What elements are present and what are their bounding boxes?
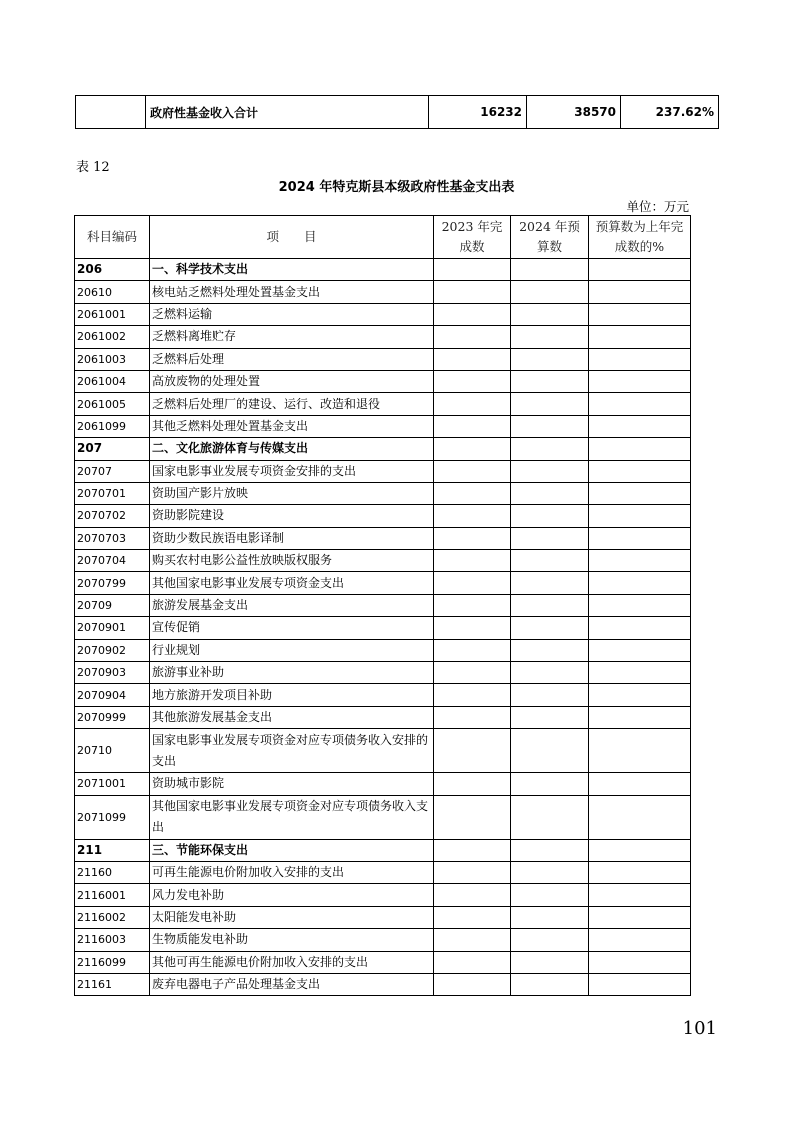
row-2024-value	[511, 839, 589, 861]
row-item-name: 其他旅游发展基金支出	[150, 706, 434, 728]
row-percent-value	[589, 550, 691, 572]
row-item-name: 太阳能发电补助	[150, 906, 434, 928]
row-percent-value	[589, 393, 691, 415]
row-2024-value	[511, 460, 589, 482]
row-item-name: 国家电影事业发展专项资金安排的支出	[150, 460, 434, 482]
row-2024-value	[511, 370, 589, 392]
row-item-name: 其他可再生能源电价附加收入安排的支出	[150, 951, 434, 973]
row-item-name: 资助少数民族语电影译制	[150, 527, 434, 549]
row-2023-value	[434, 482, 511, 504]
row-percent-value	[589, 839, 691, 861]
table-row	[75, 973, 691, 995]
category-row	[75, 259, 691, 281]
table-row	[75, 884, 691, 906]
row-percent-value	[589, 415, 691, 437]
row-code: 2070904	[75, 684, 150, 706]
row-code: 2061005	[75, 393, 150, 415]
total-2024-value: 38570	[527, 96, 621, 129]
row-2024-value	[511, 572, 589, 594]
row-2024-value	[511, 438, 589, 460]
row-item-name: 高放废物的处理处置	[150, 370, 434, 392]
row-percent-value	[589, 773, 691, 795]
row-percent-value	[589, 906, 691, 928]
row-2024-value	[511, 973, 589, 995]
expenditure-table	[74, 215, 691, 996]
table-row	[75, 370, 691, 392]
table-row	[75, 662, 691, 684]
row-2024-value	[511, 951, 589, 973]
row-2024-value	[511, 684, 589, 706]
row-code: 2061003	[75, 348, 150, 370]
table-row	[75, 617, 691, 639]
table-row	[75, 594, 691, 616]
row-2023-value	[434, 729, 511, 773]
page-title: 2024 年特克斯县本级政府性基金支出表	[278, 180, 515, 195]
row-2024-value	[511, 393, 589, 415]
row-2023-value	[434, 326, 511, 348]
row-2024-value	[511, 795, 589, 839]
row-item-name: 行业规划	[150, 639, 434, 661]
row-percent-value	[589, 729, 691, 773]
row-2024-value	[511, 906, 589, 928]
row-percent-value	[589, 326, 691, 348]
row-percent-value	[589, 370, 691, 392]
total-percent-value: 237.62%	[621, 96, 719, 129]
row-2023-value	[434, 527, 511, 549]
row-code: 20707	[75, 460, 150, 482]
row-item-name: 可再生能源电价附加收入安排的支出	[150, 861, 434, 883]
row-item-name: 乏燃料离堆贮存	[150, 326, 434, 348]
row-2023-value	[434, 594, 511, 616]
row-item-name: 宣传促销	[150, 617, 434, 639]
table-row	[75, 951, 691, 973]
row-code: 2116099	[75, 951, 150, 973]
header-2023: 2023 年完成数	[434, 216, 511, 259]
row-code: 21160	[75, 861, 150, 883]
row-2023-value	[434, 929, 511, 951]
table-row	[75, 729, 691, 773]
row-code: 2116003	[75, 929, 150, 951]
row-code: 2070999	[75, 706, 150, 728]
row-2024-value	[511, 861, 589, 883]
row-code: 2070901	[75, 617, 150, 639]
row-2023-value	[434, 884, 511, 906]
total-income-label: 政府性基金收入合计	[146, 96, 429, 129]
row-2023-value	[434, 639, 511, 661]
row-percent-value	[589, 460, 691, 482]
row-2023-value	[434, 281, 511, 303]
table-row	[75, 415, 691, 437]
row-item-name: 地方旅游开发项目补助	[150, 684, 434, 706]
unit-label: 单位：万元	[626, 199, 689, 214]
table-row	[75, 572, 691, 594]
row-percent-value	[589, 594, 691, 616]
row-code: 2061004	[75, 370, 150, 392]
table-row	[75, 906, 691, 928]
header-row	[75, 216, 691, 259]
row-percent-value	[589, 861, 691, 883]
row-percent-value	[589, 973, 691, 995]
row-percent-value	[589, 617, 691, 639]
row-percent-value	[589, 795, 691, 839]
row-code: 21161	[75, 973, 150, 995]
row-code: 211	[75, 839, 150, 861]
row-code: 2061099	[75, 415, 150, 437]
row-percent-value	[589, 259, 691, 281]
row-2024-value	[511, 527, 589, 549]
row-code: 2071001	[75, 773, 150, 795]
row-code: 2070799	[75, 572, 150, 594]
header-percent: 预算数为上年完成数的%	[589, 216, 691, 259]
total-2023-value: 16232	[429, 96, 527, 129]
row-percent-value	[589, 884, 691, 906]
table-row	[75, 505, 691, 527]
row-item-name: 旅游事业补助	[150, 662, 434, 684]
table-row	[75, 929, 691, 951]
row-percent-value	[589, 951, 691, 973]
row-2024-value	[511, 415, 589, 437]
table-row	[75, 773, 691, 795]
total-income-table	[75, 95, 719, 129]
row-code: 2070902	[75, 639, 150, 661]
row-2023-value	[434, 973, 511, 995]
row-2023-value	[434, 505, 511, 527]
row-2023-value	[434, 951, 511, 973]
row-2024-value	[511, 706, 589, 728]
row-code: 2061001	[75, 303, 150, 325]
row-percent-value	[589, 684, 691, 706]
row-code: 2116001	[75, 884, 150, 906]
row-percent-value	[589, 303, 691, 325]
row-2024-value	[511, 550, 589, 572]
row-code: 20610	[75, 281, 150, 303]
row-2024-value	[511, 281, 589, 303]
row-2023-value	[434, 415, 511, 437]
category-row	[75, 839, 691, 861]
row-2023-value	[434, 617, 511, 639]
row-2023-value	[434, 773, 511, 795]
row-percent-value	[589, 639, 691, 661]
row-2023-value	[434, 572, 511, 594]
row-2024-value	[511, 617, 589, 639]
row-2024-value	[511, 884, 589, 906]
page-number: 101	[682, 1018, 717, 1039]
header-item: 项 目	[150, 216, 434, 259]
table-row	[75, 326, 691, 348]
row-percent-value	[589, 527, 691, 549]
row-code: 20709	[75, 594, 150, 616]
row-2023-value	[434, 662, 511, 684]
row-code: 2070903	[75, 662, 150, 684]
row-2024-value	[511, 482, 589, 504]
row-2023-value	[434, 839, 511, 861]
row-code: 2070704	[75, 550, 150, 572]
row-2023-value	[434, 438, 511, 460]
row-percent-value	[589, 348, 691, 370]
row-2023-value	[434, 706, 511, 728]
row-item-name: 乏燃料后处理	[150, 348, 434, 370]
row-2023-value	[434, 795, 511, 839]
row-2023-value	[434, 861, 511, 883]
table-row	[75, 706, 691, 728]
row-item-name: 资助影院建设	[150, 505, 434, 527]
row-2023-value	[434, 259, 511, 281]
row-2024-value	[511, 594, 589, 616]
row-percent-value	[589, 482, 691, 504]
table-number: 表 12	[76, 160, 110, 175]
header-2024: 2024 年预算数	[511, 216, 589, 259]
row-item-name: 生物质能发电补助	[150, 929, 434, 951]
row-percent-value	[589, 505, 691, 527]
row-code: 206	[75, 259, 150, 281]
row-percent-value	[589, 572, 691, 594]
row-code: 2061002	[75, 326, 150, 348]
row-item-name: 旅游发展基金支出	[150, 594, 434, 616]
row-item-name: 二、文化旅游体育与传媒支出	[150, 438, 434, 460]
category-row	[75, 438, 691, 460]
header-code: 科目编码	[75, 216, 150, 259]
table-row	[75, 281, 691, 303]
row-2024-value	[511, 773, 589, 795]
table-row	[75, 348, 691, 370]
row-item-name: 其他乏燃料处理处置基金支出	[150, 415, 434, 437]
row-2024-value	[511, 505, 589, 527]
row-2023-value	[434, 393, 511, 415]
table-row	[75, 527, 691, 549]
table-row	[75, 684, 691, 706]
row-2023-value	[434, 303, 511, 325]
row-code: 20710	[75, 729, 150, 773]
row-item-name: 购买农村电影公益性放映版权服务	[150, 550, 434, 572]
row-2024-value	[511, 303, 589, 325]
row-2023-value	[434, 684, 511, 706]
total-code-cell	[76, 96, 146, 129]
row-percent-value	[589, 662, 691, 684]
row-2023-value	[434, 348, 511, 370]
row-code: 2070702	[75, 505, 150, 527]
row-item-name: 其他国家电影事业发展专项资金支出	[150, 572, 434, 594]
row-2023-value	[434, 906, 511, 928]
table-row	[75, 482, 691, 504]
row-2024-value	[511, 639, 589, 661]
row-2023-value	[434, 550, 511, 572]
row-item-name: 废弃电器电子产品处理基金支出	[150, 973, 434, 995]
row-code: 2116002	[75, 906, 150, 928]
row-code: 2070703	[75, 527, 150, 549]
row-item-name: 三、节能环保支出	[150, 839, 434, 861]
row-2024-value	[511, 662, 589, 684]
row-2024-value	[511, 729, 589, 773]
row-2023-value	[434, 370, 511, 392]
row-item-name: 资助国产影片放映	[150, 482, 434, 504]
row-item-name: 国家电影事业发展专项资金对应专项债务收入安排的支出	[150, 729, 434, 773]
table-row	[75, 303, 691, 325]
row-2024-value	[511, 326, 589, 348]
row-percent-value	[589, 438, 691, 460]
row-percent-value	[589, 281, 691, 303]
table-row	[75, 460, 691, 482]
row-2024-value	[511, 929, 589, 951]
row-2023-value	[434, 460, 511, 482]
table-row	[75, 861, 691, 883]
table-row	[75, 639, 691, 661]
row-item-name: 其他国家电影事业发展专项资金对应专项债务收入支出	[150, 795, 434, 839]
row-item-name: 资助城市影院	[150, 773, 434, 795]
row-code: 207	[75, 438, 150, 460]
row-code: 2071099	[75, 795, 150, 839]
row-percent-value	[589, 929, 691, 951]
row-item-name: 一、科学技术支出	[150, 259, 434, 281]
total-income-row	[76, 96, 719, 129]
table-row	[75, 393, 691, 415]
row-percent-value	[589, 706, 691, 728]
table-row	[75, 795, 691, 839]
row-item-name: 风力发电补助	[150, 884, 434, 906]
row-item-name: 乏燃料后处理厂的建设、运行、改造和退役	[150, 393, 434, 415]
table-row	[75, 550, 691, 572]
row-item-name: 核电站乏燃料处理处置基金支出	[150, 281, 434, 303]
row-code: 2070701	[75, 482, 150, 504]
row-item-name: 乏燃料运输	[150, 303, 434, 325]
row-2024-value	[511, 259, 589, 281]
row-2024-value	[511, 348, 589, 370]
